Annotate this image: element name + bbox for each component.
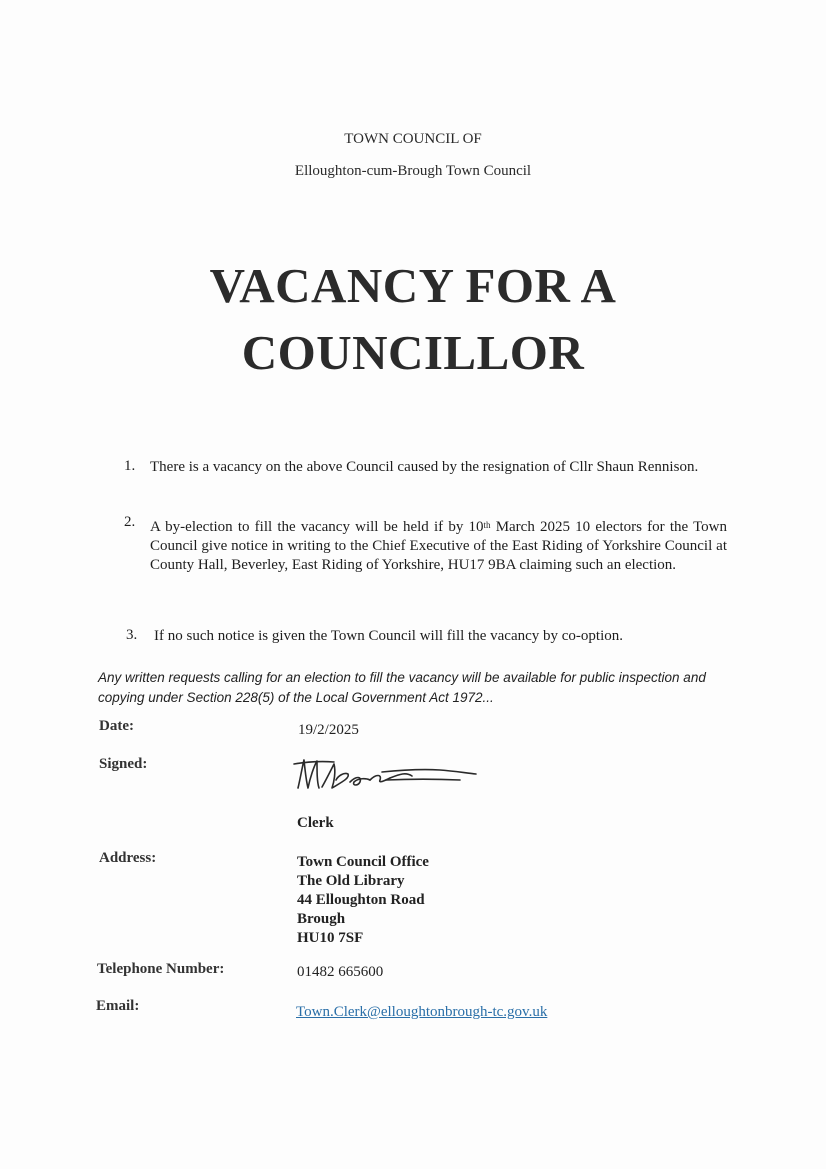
- title-line-1: VACANCY FOR A: [209, 258, 617, 313]
- header-council-name: Elloughton-cum-Brough Town Council: [294, 163, 532, 179]
- item-1-text: There is a vacancy on the above Council caused by the resignation of Cllr Shaun Rennison.: [150, 459, 699, 475]
- email-label: Email:: [96, 998, 140, 1014]
- signature-image: [290, 752, 480, 796]
- item-2-superscript: th: [483, 520, 491, 530]
- address-line-1: Town Council Office: [297, 854, 429, 870]
- address-line-5: HU10 7SF: [297, 930, 364, 946]
- item-2-number: 2.: [124, 514, 136, 530]
- item-3-number: 3.: [126, 627, 138, 643]
- email-link[interactable]: Town.Clerk@elloughtonbrough-tc.gov.uk: [296, 1004, 548, 1020]
- date-label: Date:: [99, 718, 134, 734]
- item-2-text-after: March 2025 10 electors for the Town Council give notice in writing to the Chief Executive of the East Riding of Yorkshire Council at County Hall, Beverley, East Riding of Yorkshire, HU17 9BA claiming such an election.: [150, 519, 728, 573]
- address-label: Address:: [99, 850, 157, 866]
- address-line-4: Brough: [297, 911, 346, 927]
- date-value: 19/2/2025: [298, 722, 359, 738]
- header-line-1: TOWN COUNCIL OF: [344, 131, 482, 147]
- address-line-3: 44 Elloughton Road: [297, 892, 425, 908]
- address-block: [297, 853, 429, 948]
- signed-label: Signed:: [99, 756, 148, 772]
- item-1-number: 1.: [124, 458, 136, 474]
- item-2-text-before: A by-election to fill the vacancy will be held if by 10: [150, 519, 484, 535]
- telephone-label: Telephone Number:: [97, 961, 225, 977]
- role-clerk: Clerk: [297, 815, 334, 831]
- public-inspection-note: Any written requests calling for an election to fill the vacancy will be available for public inspection and copying under Section 228(5) of the Local Government Act 1972...: [98, 670, 706, 705]
- item-2-text: [150, 518, 727, 575]
- title-line-2: COUNCILLOR: [241, 325, 585, 380]
- address-line-2: The Old Library: [297, 873, 405, 889]
- telephone-value: 01482 665600: [297, 964, 384, 980]
- item-3-text: If no such notice is given the Town Council will fill the vacancy by co-option.: [154, 628, 623, 644]
